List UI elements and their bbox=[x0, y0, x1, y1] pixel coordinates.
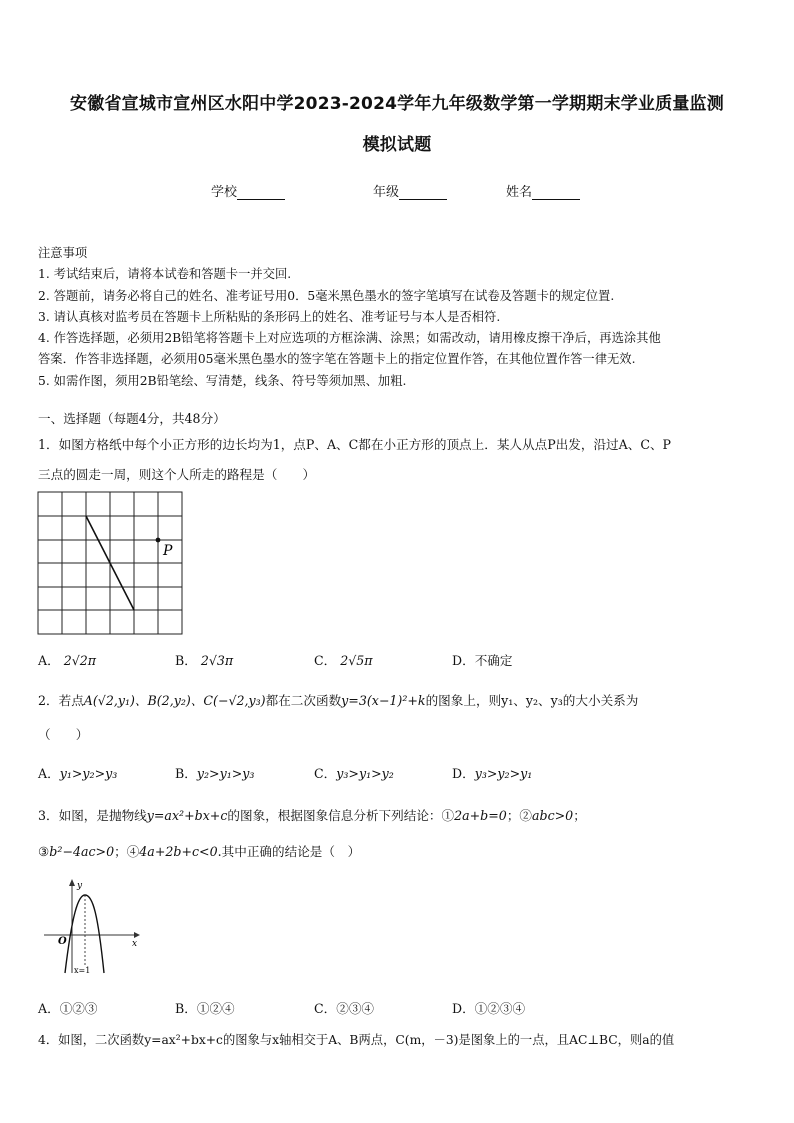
origin-label: O bbox=[58, 936, 67, 947]
q1-option-c[interactable]: C． 2√5π bbox=[314, 653, 373, 668]
q3-option-a[interactable]: A．①②③ bbox=[38, 1001, 98, 1016]
name-field: 姓名 bbox=[506, 181, 580, 200]
note-item: 1. 考试结束后，请将本试卷和答题卡一并交回. bbox=[38, 267, 292, 282]
q2-line1: 2．若点A(√2,y₁)、B(2,y₂)、C(−√2,y₃)都在二次函数y=3(x−1)²+k的图象上，则y₁、y₂、y₃的大小关系为 bbox=[38, 693, 639, 708]
q3-option-c[interactable]: C．②③④ bbox=[314, 1001, 375, 1016]
q1-grid-figure bbox=[37, 491, 187, 637]
parabola-curve bbox=[65, 895, 104, 973]
note-item: 5. 如需作图，须用2B铅笔绘、写清楚，线条、符号等须加黑、加粗. bbox=[38, 373, 407, 388]
point-p-label: P bbox=[163, 543, 173, 559]
q1-option-d[interactable]: D．不确定 bbox=[452, 653, 513, 668]
q1-line1: 1．如图方格纸中每个小正方形的边长均为1，点P、A、C都在小正方形的顶点上．某人从点P出发，沿过A、C、P bbox=[38, 437, 672, 452]
x-axis-label: x bbox=[132, 939, 138, 949]
q2-option-c[interactable]: C．y₃>y₁>y₂ bbox=[314, 766, 394, 781]
q3-line1: 3．如图，是抛物线y=ax²+bx+c的图象，根据图象信息分析下列结论：①2a+b=0；②abc>0； bbox=[38, 808, 586, 823]
symmetry-axis-label: x=1 bbox=[74, 966, 91, 975]
note-item: 2. 答题前，请务必将自己的姓名、准考证号用0．5毫米黑色墨水的签字笔填写在试卷及答题卡的规定位置. bbox=[38, 288, 615, 303]
note-item: 答案．作答非选择题，必须用05毫米黑色墨水的签字笔在答题卡上的指定位置作答，在其他位置作答一律无效. bbox=[38, 352, 636, 367]
q2-option-b[interactable]: B．y₂>y₁>y₃ bbox=[175, 766, 255, 781]
grade-field: 年级 bbox=[373, 181, 447, 200]
q3-option-b[interactable]: B．①②④ bbox=[175, 1001, 235, 1016]
notes-heading: 注意事项 bbox=[38, 246, 88, 260]
q1-option-b[interactable]: B． 2√3π bbox=[175, 653, 234, 668]
y-axis-arrow-icon bbox=[69, 879, 75, 886]
q1-line2: 三点的圆走一周，则这个人所走的路程是（ ） bbox=[38, 467, 316, 482]
page-title-line2: 模拟试题 bbox=[362, 135, 432, 155]
note-item: 4. 作答选择题，必须用2B铅笔将答题卡上对应选项的方框涂满、涂黑；如需改动，请用橡皮擦干净后，再选涂其他 bbox=[38, 331, 661, 346]
section-heading: 一、选择题（每题4分，共48分） bbox=[38, 411, 226, 426]
q2-option-d[interactable]: D．y₃>y₂>y₁ bbox=[452, 766, 533, 781]
grade-blank[interactable] bbox=[399, 186, 447, 200]
notes-block bbox=[38, 243, 760, 392]
q3-option-d[interactable]: D．①②③④ bbox=[452, 1001, 526, 1016]
school-blank[interactable] bbox=[237, 186, 285, 200]
name-blank[interactable] bbox=[532, 186, 580, 200]
q4-line1: 4．如图，二次函数y=ax²+bx+c的图象与x轴相交于A、B两点，C(m，－3)是图象上的一点，且AC⊥BC，则a的值 bbox=[38, 1033, 675, 1047]
x-axis-arrow-icon bbox=[134, 932, 140, 938]
q2-paren: （ ） bbox=[38, 727, 89, 742]
y-axis-label: y bbox=[77, 881, 83, 891]
point-p bbox=[156, 538, 161, 543]
school-field: 学校 bbox=[211, 181, 285, 200]
q2-option-a[interactable]: A．y₁>y₂>y₃ bbox=[38, 766, 118, 781]
note-item: 3. 请认真核对监考员在答题卡上所粘贴的条形码上的姓名、准考证号与本人是否相符. bbox=[38, 309, 501, 324]
q3-parabola-figure bbox=[38, 875, 142, 977]
page-title-line1: 安徽省宣城市宣州区水阳中学2023-2024学年九年级数学第一学期期末学业质量监测 bbox=[70, 94, 724, 114]
q1-option-a[interactable]: A． 2√2π bbox=[38, 653, 97, 668]
q3-line2: ③b²−4ac>0；④4a+2b+c<0.其中正确的结论是（ ） bbox=[38, 844, 361, 859]
